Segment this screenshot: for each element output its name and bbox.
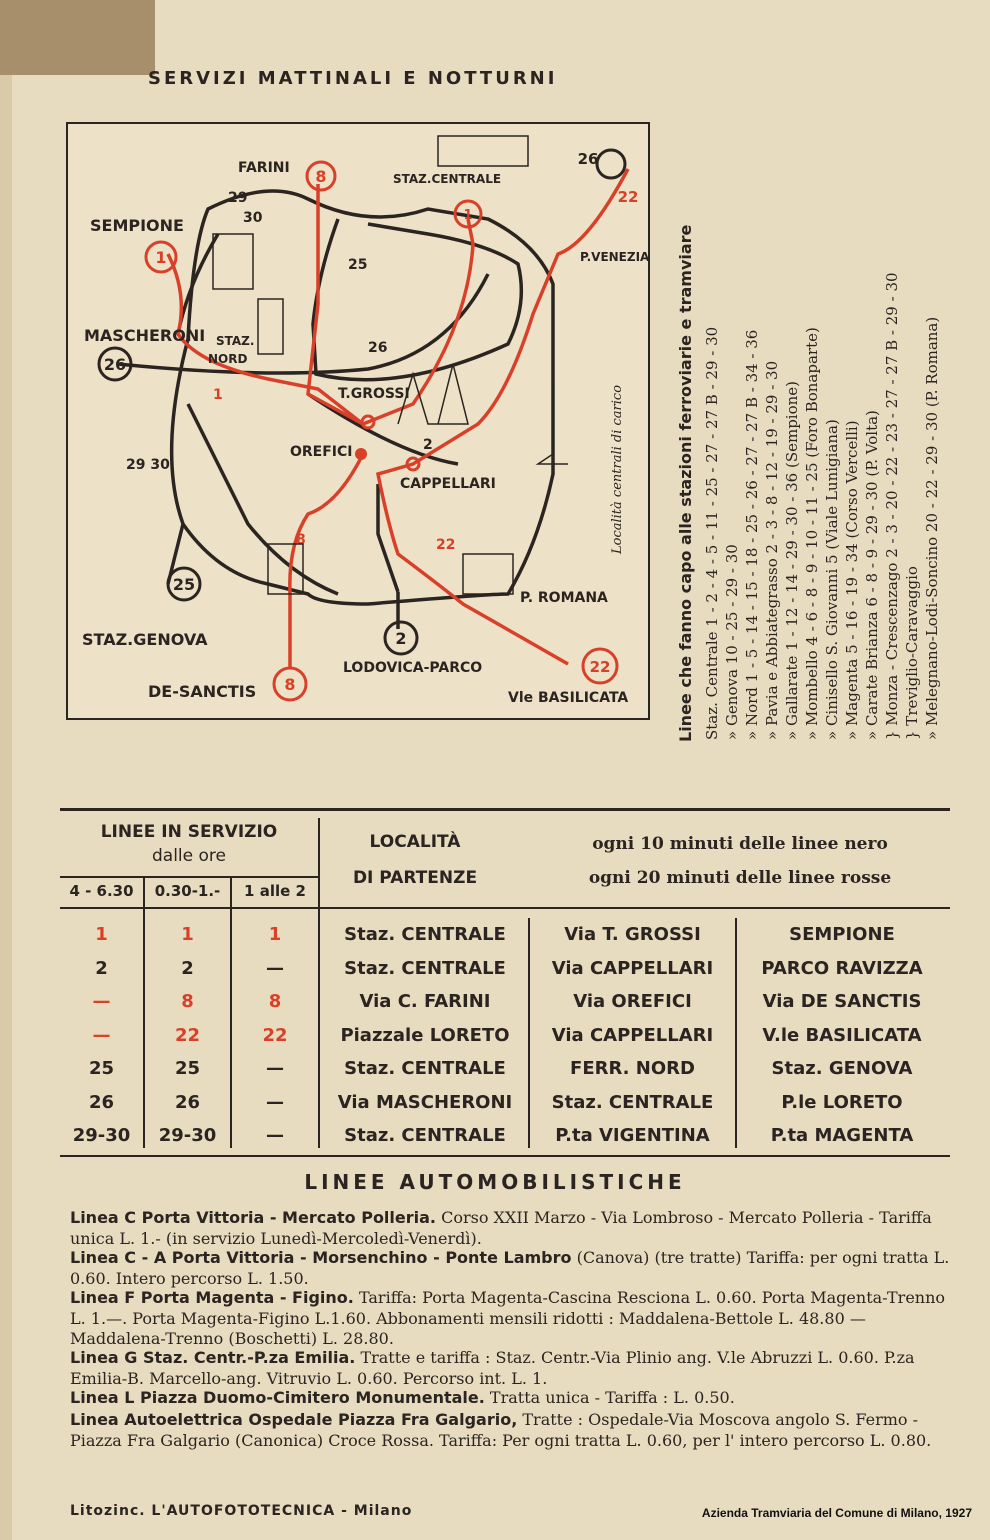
monument-icon <box>538 384 568 464</box>
route-25 <box>188 404 338 594</box>
time-col-1: 4 - 6.30 <box>69 882 134 900</box>
label-mascheroni: MASCHERONI <box>84 326 206 345</box>
auto-line-entry <box>70 1348 950 1389</box>
label-localita: Località centrali di carico <box>610 384 625 554</box>
label-farini: FARINI <box>238 160 290 176</box>
auto-line-head: Linea L Piazza Duomo-Cimitero Monumentale. <box>70 1388 485 1407</box>
stop-orefici <box>355 448 367 460</box>
schedule-cell: — <box>266 957 284 979</box>
line-number: 8 <box>296 532 306 548</box>
label-p-venezia: P.VENEZIA <box>580 250 650 264</box>
paper-tab <box>0 0 155 75</box>
circle-label: 8 <box>284 675 296 694</box>
stop-circle-8-bottom <box>274 668 306 700</box>
auto-line-entry <box>70 1388 950 1409</box>
rule-head <box>60 907 950 909</box>
label-nord: NORD <box>208 352 248 366</box>
label-p-romana: P. ROMANA <box>520 590 608 606</box>
schedule-cell: SEMPIONE <box>789 924 895 945</box>
schedule-cell: 26 <box>88 1091 115 1113</box>
schedule-cell: 25 <box>88 1058 115 1079</box>
label-cappellari: CAPPELLARI <box>400 476 496 492</box>
label-lodovica-parco: LODOVICA-PARCO <box>343 660 483 676</box>
station-line: Staz. Centrale 1 - 2 - 4 - 5 - 11 - 25 - 27 - 27 B - 29 - 30 <box>703 326 721 740</box>
route-2-south <box>378 484 398 592</box>
schedule-cell: — <box>92 991 111 1012</box>
station-line: } Treviglio-Caravaggio <box>903 566 921 740</box>
auto-line-entry <box>70 1288 950 1350</box>
schedule-cell: 22 <box>262 1024 288 1046</box>
auto-line-body: Tratte : Ospedale-Via Moscova angolo S. Fermo - Piazza Fra Galgario (Canonica) Croce Rossa. Tariffa: Per ogni tratta L. 0.60, per l' intero percorso L. 0.80. <box>70 1410 932 1450</box>
centrale-building-icon <box>438 136 528 166</box>
stations-title: Linee che fanno capo alle stazioni ferroviarie e tramviare <box>676 224 695 742</box>
schedule-cell: Via CAPPELLARI <box>551 957 714 979</box>
schedule-cell: 8 <box>268 991 282 1012</box>
auto-line-entry <box>70 1208 950 1249</box>
auto-line-body: (Canova) (tre tratte) Tariffa: per ogni tratta L. 0.60. Intero percorso L. 1.50. <box>70 1248 950 1288</box>
footer-credit: Azienda Tramviaria del Comune di Milano, 1927 <box>701 1506 972 1520</box>
schedule-cell: Staz. CENTRALE <box>344 1058 506 1079</box>
auto-line-head: Linea C Porta Vittoria - Mercato Polleria. <box>70 1208 436 1227</box>
line-number: 2 <box>423 437 433 453</box>
station-line: » Melegnano-Lodi-Soncino 20 - 22 - 29 - 30 (P. Romana) <box>923 316 941 740</box>
circle-label: 8 <box>315 167 327 186</box>
time-col-3: 1 alle 2 <box>244 882 306 900</box>
line-number: 25 <box>348 257 368 273</box>
schedule-cell: Staz. GENOVA <box>771 1058 913 1079</box>
schedule-cell: 2 <box>95 957 108 979</box>
schedule-cell: Staz. CENTRALE <box>344 957 506 979</box>
auto-line-body: Tratte e tariffa : Staz. Centr.-Via Plinio ang. V.le Abruzzi L. 0.60. P.za Emilia-B. Marcello-ang. Vitruvio L. 0.60. Percorso int. L. 1. <box>70 1348 915 1388</box>
schedule-cell: — <box>266 1091 284 1113</box>
auto-title: LINEE AUTOMOBILISTICHE <box>304 1170 686 1194</box>
label-sempione: SEMPIONE <box>90 216 184 235</box>
schedule-cell: P.ta MAGENTA <box>770 1125 914 1146</box>
schedule-cell: Via MASCHERONI <box>337 1091 513 1113</box>
schedule-subtitle: dalle ore <box>152 846 226 866</box>
schedule-cell: 29-30 <box>72 1125 131 1146</box>
rule-bottom <box>60 1155 950 1157</box>
schedule-cell: — <box>266 1058 284 1079</box>
schedule-cell: 29-30 <box>158 1125 217 1146</box>
schedule-cell: PARCO RAVIZZA <box>761 957 923 979</box>
schedule-cell: Piazzale LORETO <box>340 1024 510 1046</box>
station-line: » Pavia e Abbiategrasso 2 - 3 - 8 - 12 - 19 - 29 - 30 <box>763 360 781 740</box>
label-t-grossi: T.GROSSI <box>338 386 410 402</box>
station-line: } Monza - Crescenzago 2 - 3 - 20 - 22 - 23 - 27 - 27 B - 29 - 30 <box>883 272 901 740</box>
circle-label: 1 <box>155 248 167 267</box>
schedule-cell: Via CAPPELLARI <box>551 1024 714 1046</box>
schedule-cell: V.le BASILICATA <box>762 1024 922 1046</box>
schedule-cell: 26 <box>174 1091 201 1113</box>
footer-printer: Litozinc. L'AUTOFOTOTECNICA - Milano <box>70 1503 413 1519</box>
schedule-title: LINEE IN SERVIZIO <box>100 822 278 842</box>
schedule-cell: Via DE SANCTIS <box>762 991 922 1012</box>
schedule-cell: 25 <box>174 1058 201 1079</box>
schedule-cell: 2 <box>181 957 194 979</box>
auto-line-head: Linea Autoelettrica Ospedale Piazza Fra Galgario, <box>70 1410 518 1429</box>
route-map-drawing <box>68 124 648 718</box>
localita-header: LOCALITÀ <box>369 832 461 852</box>
porta-romana-icon <box>463 554 513 594</box>
stop-circle-25 <box>168 568 200 600</box>
schedule-cell: FERR. NORD <box>570 1058 695 1079</box>
station-line: » Genova 10 - 25 - 29 - 30 <box>723 544 741 740</box>
auto-line-body: Tariffa: Porta Magenta-Cascina Resciona L. 0.60. Porta Magenta-Trenno L. 1.—. Porta Magenta-Figino L.1.60. Abbonamenti mensili ridotti : Maddalena-Bettole L. 48.80 — Maddalena-Trenno (Boschetti) L. 28.80. <box>70 1288 946 1348</box>
label-staz-centrale: STAZ.CENTRALE <box>393 172 502 186</box>
circle-label: 22 <box>617 188 639 206</box>
line-number: 29 <box>228 190 248 206</box>
castle-icon <box>213 234 253 289</box>
schedule-cell: P.ta VIGENTINA <box>555 1125 710 1146</box>
stop-circle-1 <box>146 242 176 272</box>
stop-circle-22-bottom <box>583 649 617 683</box>
circle-label: 26 <box>577 150 599 168</box>
auto-line-head: Linea F Porta Magenta - Figino. <box>70 1288 354 1307</box>
label-staz: STAZ. <box>216 334 255 348</box>
label-staz-genova: STAZ.GENOVA <box>82 630 208 649</box>
schedule-cell: 22 <box>174 1024 201 1046</box>
rule-top <box>60 808 950 811</box>
auto-line-entry <box>70 1248 950 1289</box>
schedule-cell: Staz. CENTRALE <box>551 1091 714 1113</box>
route-8-south <box>290 454 363 669</box>
line-number: 29 30 <box>126 457 170 473</box>
station-line: » Cinisello S. Giovanni 5 (Viale Lunigiana) <box>823 419 841 740</box>
paper-edge <box>0 0 12 1540</box>
auto-line-entry <box>70 1410 950 1451</box>
station-line: » Nord 1 - 5 - 14 - 15 - 18 - 25 - 26 - 27 - 27 B - 34 - 36 <box>743 329 761 740</box>
auto-line-body: Corso XXII Marzo - Via Lombroso - Mercato Polleria - Tariffa unica L. 1.- (in servizio Lunedì-Mercoledì-Venerdì). <box>70 1208 932 1248</box>
schedule-cell: P.le LORETO <box>781 1091 903 1113</box>
label-de-sanctis: DE-SANCTIS <box>148 682 257 701</box>
schedule-cell: 1 <box>181 924 194 945</box>
circle-label: 2 <box>395 629 407 648</box>
circle-label: 1 <box>463 208 473 223</box>
label-orefici: OREFICI <box>290 444 353 460</box>
schedule-cell: Via T. GROSSI <box>564 924 701 945</box>
station-line: » Magenta 5 - 16 - 19 - 34 (Corso Vercelli) <box>843 420 861 740</box>
note-red: ogni 20 minuti delle linee rosse <box>588 868 892 888</box>
schedule-cell: — <box>266 1125 284 1146</box>
route-26-loop <box>313 219 521 380</box>
route-26 <box>118 274 488 373</box>
time-col-2: 0.30-1.- <box>154 882 221 900</box>
stop-circle-26-top <box>578 150 625 178</box>
schedule-cell: 1 <box>95 924 108 945</box>
auto-line-body: Tratta unica - Tariffa : L. 0.50. <box>484 1388 735 1407</box>
schedule-cell: 8 <box>181 991 194 1012</box>
schedule-cell: Via OREFICI <box>573 991 692 1012</box>
page-title: SERVIZI MATTINALI E NOTTURNI <box>148 68 558 89</box>
rule-times <box>60 876 318 878</box>
stop-circle-22 <box>618 188 639 206</box>
station-line: » Gallarate 1 - 12 - 14 - 29 - 30 - 36 (Sempione) <box>783 380 801 740</box>
schedule-cell: Via C. FARINI <box>359 991 491 1012</box>
schedule-cell: — <box>92 1024 111 1046</box>
label-basilicata: Vle BASILICATA <box>508 690 629 706</box>
partenze-header: DI PARTENZE <box>352 868 478 888</box>
stop-circle-8-top <box>307 162 335 190</box>
line-number: 22 <box>436 537 456 553</box>
station-line: » Mombello 4 - 6 - 8 - 9 - 10 - 11 - 25 (Foro Bonaparte) <box>803 327 821 740</box>
circle-label: 26 <box>103 355 127 374</box>
col-divider <box>318 818 320 1148</box>
schedule-cell: Staz. CENTRALE <box>344 1125 506 1146</box>
stop-circle-2 <box>385 622 417 654</box>
line-number: 30 <box>243 210 263 226</box>
circle-label: 22 <box>589 658 611 676</box>
line-number: 26 <box>368 340 388 356</box>
station-line: » Carate Brianza 6 - 8 - 9 - 29 - 30 (P. Volta) <box>863 410 881 740</box>
schedule-cell: Staz. CENTRALE <box>344 924 506 945</box>
line-number: 1 <box>213 387 223 403</box>
auto-line-head: Linea G Staz. Centr.-P.za Emilia. <box>70 1348 356 1367</box>
circle-label: 25 <box>172 575 196 594</box>
note-black: ogni 10 minuti delle linee nero <box>592 834 888 854</box>
route-map <box>66 122 650 720</box>
auto-line-head: Linea C - A Porta Vittoria - Morsenchino - Ponte Lambro <box>70 1248 572 1267</box>
schedule-cell: 1 <box>268 924 282 945</box>
tower-icon <box>258 299 283 354</box>
